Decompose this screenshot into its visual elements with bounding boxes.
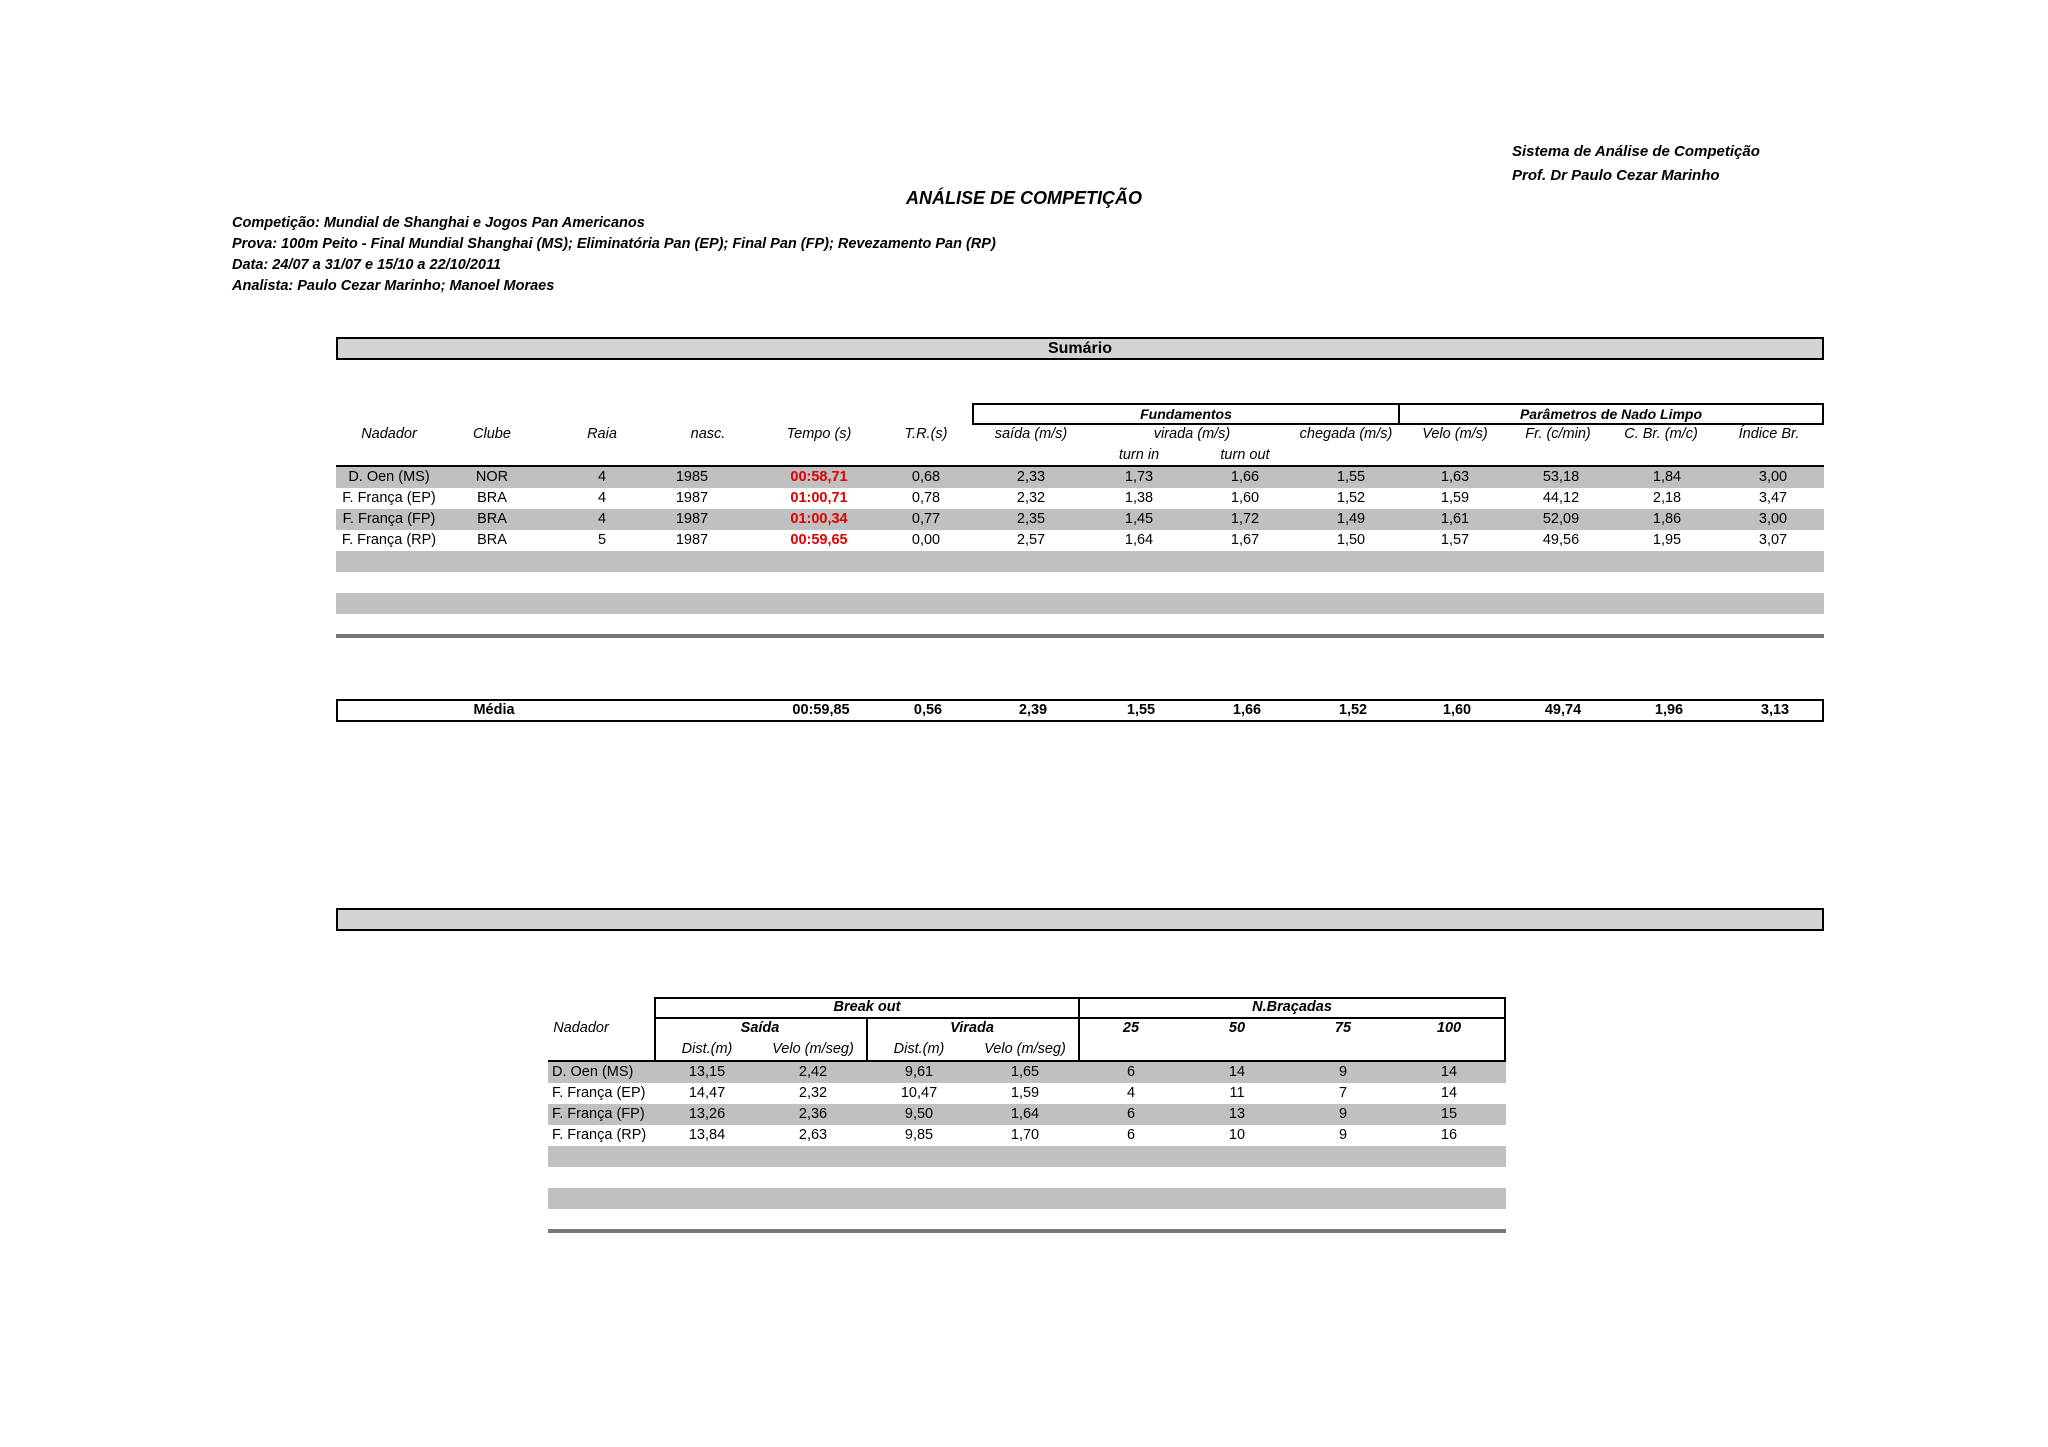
cell-indice: 3,00 <box>1758 469 1788 485</box>
cell-v-velo: 1,59 <box>1010 1085 1040 1101</box>
cell-nadador: F. França (RP) <box>341 532 437 548</box>
col-virada: Virada <box>950 1020 994 1036</box>
cell-tempo: 01:00,71 <box>790 490 848 506</box>
cell-v-dist: 10,47 <box>900 1085 938 1101</box>
competition-info <box>232 213 996 297</box>
cell-75: 9 <box>1338 1127 1348 1143</box>
media-saida: 2,39 <box>1018 702 1048 718</box>
cell-75: 7 <box>1338 1085 1348 1101</box>
cell-s-velo: 2,32 <box>798 1085 828 1101</box>
cell-v-dist: 9,85 <box>904 1127 934 1143</box>
cell-nadador: F. França (FP) <box>552 1106 645 1122</box>
cell-nadador: D. Oen (MS) <box>552 1064 634 1080</box>
col-100: 100 <box>1436 1020 1462 1036</box>
cell-tempo: 01:00,34 <box>790 511 848 527</box>
cell-saida: 2,35 <box>1016 511 1046 527</box>
col-virada-velo: Velo (m/seg) <box>984 1041 1066 1057</box>
cell-nadador: F. França (FP) <box>342 511 436 527</box>
cell-velo: 1,59 <box>1440 490 1470 506</box>
cell-nadador: D. Oen (MS) <box>348 469 430 485</box>
media-cbr: 1,96 <box>1654 702 1684 718</box>
cell-tr: 0,78 <box>911 490 941 506</box>
cell-75: 9 <box>1338 1064 1348 1080</box>
cell-nasc: 1987 <box>675 511 709 527</box>
info-data: Data: 24/07 a 31/07 e 15/10 a 22/10/2011 <box>232 257 502 273</box>
breakout-subheader-row <box>548 1039 1506 1060</box>
col-virada-dist: Dist.(m) <box>893 1041 945 1057</box>
summary-subheader-row <box>336 445 1824 465</box>
cell-chegada: 1,55 <box>1336 469 1366 485</box>
cell-raia: 5 <box>597 532 607 548</box>
group-breakout: Break out <box>833 999 901 1015</box>
cell-50: 11 <box>1229 1085 1245 1101</box>
media-tr: 0,56 <box>913 702 943 718</box>
breakout-bottom-rule <box>548 1229 1506 1233</box>
cell-25: 6 <box>1126 1064 1136 1080</box>
cell-turn-in: 1,64 <box>1124 532 1154 548</box>
cell-indice: 3,00 <box>1758 511 1788 527</box>
cell-75: 9 <box>1338 1106 1348 1122</box>
cell-cbr: 2,18 <box>1652 490 1682 506</box>
info-competicao: Competição: Mundial de Shanghai e Jogos Pan Americanos <box>232 215 645 231</box>
cell-cbr: 1,86 <box>1652 511 1682 527</box>
cell-50: 10 <box>1228 1127 1246 1143</box>
table-row <box>548 1104 1506 1125</box>
col-75: 75 <box>1334 1020 1352 1036</box>
cell-s-velo: 2,63 <box>798 1127 828 1143</box>
empty-row <box>336 593 1824 614</box>
cell-fr: 53,18 <box>1542 469 1580 485</box>
cell-s-dist: 13,26 <box>688 1106 726 1122</box>
col-saida-velo: Velo (m/seg) <box>772 1041 854 1057</box>
system-name: Sistema de Análise de Competição <box>1512 143 1760 160</box>
media-velo: 1,60 <box>1442 702 1472 718</box>
cell-50: 14 <box>1228 1064 1246 1080</box>
col-nadador: Nadador <box>361 426 417 442</box>
breakout-header-row <box>548 1018 1506 1039</box>
table-row <box>336 509 1824 530</box>
cell-turn-out: 1,60 <box>1230 490 1260 506</box>
cell-fr: 44,12 <box>1542 490 1580 506</box>
cell-tr: 0,68 <box>911 469 941 485</box>
cell-clube: BRA <box>477 490 507 506</box>
cell-s-dist: 14,47 <box>688 1085 726 1101</box>
col-cbr: C. Br. (m/c) <box>1624 426 1698 442</box>
page-title: ANÁLISE DE COMPETIÇÃO <box>905 188 1142 208</box>
empty-row <box>548 1146 1506 1167</box>
col-velo: Velo (m/s) <box>1422 426 1488 442</box>
col-saida-dist: Dist.(m) <box>681 1041 733 1057</box>
media-indice: 3,13 <box>1760 702 1790 718</box>
cell-chegada: 1,52 <box>1336 490 1366 506</box>
col-tr: T.R.(s) <box>904 426 948 442</box>
cell-s-dist: 13,84 <box>688 1127 726 1143</box>
breakout-group-row <box>548 997 1506 1018</box>
cell-v-velo: 1,64 <box>1010 1106 1040 1122</box>
cell-nasc: 1987 <box>675 490 709 506</box>
cell-turn-out: 1,67 <box>1230 532 1260 548</box>
col-50: 50 <box>1228 1020 1246 1036</box>
cell-clube: NOR <box>475 469 509 485</box>
cell-velo: 1,57 <box>1440 532 1470 548</box>
cell-turn-out: 1,72 <box>1230 511 1260 527</box>
table-row <box>548 1083 1506 1104</box>
cell-nadador: F. França (RP) <box>552 1127 647 1143</box>
col-saida: saída (m/s) <box>994 426 1068 442</box>
media-chegada: 1,52 <box>1338 702 1368 718</box>
cell-tr: 0,77 <box>911 511 941 527</box>
group-fundamentos: Fundamentos <box>972 403 1400 425</box>
cell-cbr: 1,95 <box>1652 532 1682 548</box>
summary-title: Sumário <box>1047 340 1112 357</box>
cell-saida: 2,32 <box>1016 490 1046 506</box>
table-row <box>336 488 1824 509</box>
cell-v-velo: 1,65 <box>1010 1064 1040 1080</box>
cell-fr: 49,56 <box>1542 532 1580 548</box>
cell-fr: 52,09 <box>1542 511 1580 527</box>
media-row <box>336 699 1824 722</box>
cell-tempo: 00:59,65 <box>790 532 848 548</box>
cell-raia: 4 <box>597 490 607 506</box>
summary-header-row <box>336 424 1824 444</box>
cell-indice: 3,07 <box>1758 532 1788 548</box>
cell-turn-in: 1,38 <box>1124 490 1154 506</box>
table-row <box>548 1062 1506 1083</box>
cell-25: 6 <box>1126 1106 1136 1122</box>
col-raia: Raia <box>587 426 617 442</box>
col-virada: virada (m/s) <box>1153 426 1231 442</box>
cell-chegada: 1,50 <box>1336 532 1366 548</box>
cell-saida: 2,33 <box>1016 469 1046 485</box>
col-saida: Saída <box>740 1020 780 1036</box>
table-bottom-rule <box>336 634 1824 638</box>
cell-velo: 1,63 <box>1440 469 1470 485</box>
cell-nadador: F. França (EP) <box>552 1085 646 1101</box>
cell-nadador: F. França (EP) <box>342 490 436 506</box>
cell-turn-out: 1,66 <box>1230 469 1260 485</box>
empty-row <box>548 1188 1506 1209</box>
group-parametros: Parâmetros de Nado Limpo <box>1398 403 1824 425</box>
author-name: Prof. Dr Paulo Cezar Marinho <box>1512 167 1720 184</box>
cell-saida: 2,57 <box>1016 532 1046 548</box>
media-turn-in: 1,55 <box>1126 702 1156 718</box>
report-meta <box>1512 140 1760 188</box>
media-fr: 49,74 <box>1544 702 1582 718</box>
cell-cbr: 1,84 <box>1652 469 1682 485</box>
cell-s-dist: 13,15 <box>688 1064 726 1080</box>
col-clube: Clube <box>473 426 511 442</box>
col-tempo: Tempo (s) <box>786 426 852 442</box>
cell-indice: 3,47 <box>1758 490 1788 506</box>
col-nasc: nasc. <box>690 426 726 442</box>
col-indice: Índice Br. <box>1738 426 1800 442</box>
cell-turn-in: 1,73 <box>1124 469 1154 485</box>
cell-chegada: 1,49 <box>1336 511 1366 527</box>
col-turn-out: turn out <box>1220 447 1270 463</box>
col-chegada: chegada (m/s) <box>1299 426 1393 442</box>
cell-tr: 0,00 <box>911 532 941 548</box>
cell-v-velo: 1,70 <box>1010 1127 1040 1143</box>
cell-clube: BRA <box>477 511 507 527</box>
cell-raia: 4 <box>597 511 607 527</box>
media-tempo: 00:59,85 <box>792 702 850 718</box>
table-row <box>336 530 1824 551</box>
cell-v-dist: 9,50 <box>904 1106 934 1122</box>
cell-v-dist: 9,61 <box>904 1064 934 1080</box>
cell-100: 15 <box>1440 1106 1458 1122</box>
cell-50: 13 <box>1228 1106 1246 1122</box>
col-turn-in: turn in <box>1118 447 1160 463</box>
cell-100: 16 <box>1440 1127 1458 1143</box>
cell-s-velo: 2,36 <box>798 1106 828 1122</box>
col-fr: Fr. (c/min) <box>1525 426 1591 442</box>
table-row <box>548 1125 1506 1146</box>
cell-s-velo: 2,42 <box>798 1064 828 1080</box>
group-bracadas: N.Braçadas <box>1252 999 1332 1015</box>
summary-title-bar <box>336 337 1824 360</box>
cell-turn-in: 1,45 <box>1124 511 1154 527</box>
cell-nasc: 1987 <box>675 532 709 548</box>
cell-25: 6 <box>1126 1127 1136 1143</box>
section-bar <box>336 908 1824 931</box>
info-analista: Analista: Paulo Cezar Marinho; Manoel Moraes <box>232 278 555 294</box>
cell-clube: BRA <box>477 532 507 548</box>
media-turn-out: 1,66 <box>1232 702 1262 718</box>
info-prova: Prova: 100m Peito - Final Mundial Shanghai (MS); Eliminatória Pan (EP); Final Pan (FP); Revezamento Pan (RP) <box>232 236 996 252</box>
cell-nasc: 1985 <box>675 469 709 485</box>
col-nadador: Nadador <box>553 1020 609 1036</box>
cell-25: 4 <box>1126 1085 1136 1101</box>
table-row <box>336 467 1824 488</box>
col-25: 25 <box>1122 1020 1140 1036</box>
media-label: Média <box>473 702 515 718</box>
cell-velo: 1,61 <box>1440 511 1470 527</box>
cell-100: 14 <box>1440 1085 1458 1101</box>
cell-tempo: 00:58,71 <box>790 469 848 485</box>
empty-row <box>336 551 1824 572</box>
cell-100: 14 <box>1440 1064 1458 1080</box>
cell-raia: 4 <box>597 469 607 485</box>
